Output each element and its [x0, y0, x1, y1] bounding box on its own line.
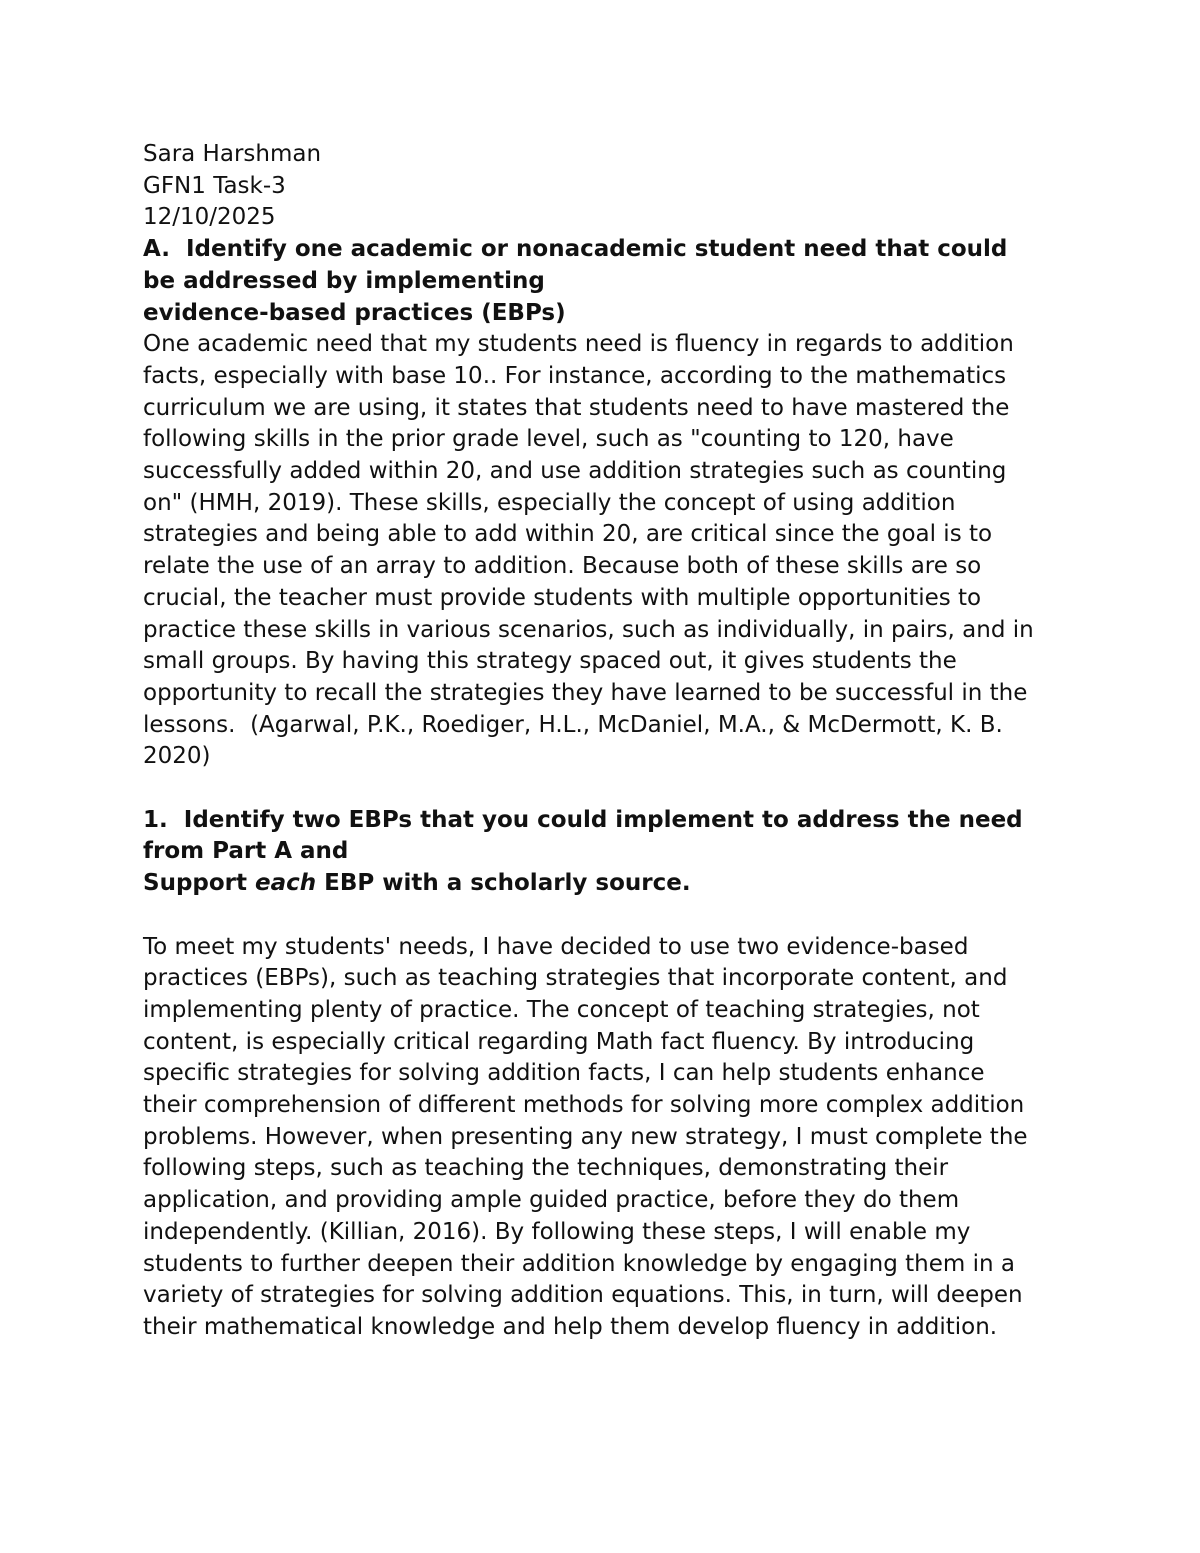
heading-line-with-emphasis	[143, 868, 1073, 900]
section-1-paragraph	[143, 932, 1073, 1344]
paragraph-line: relate the use of an array to addition. Because both of these skills are so	[143, 553, 982, 580]
heading-text-before: Support	[143, 870, 256, 897]
paragraph-line: problems. However, when presenting any new strategy, I must complete the	[143, 1123, 1028, 1150]
paragraph-line: practices (EBPs), such as teaching strategies that incorporate content, and	[143, 965, 1008, 992]
paragraph-line: curriculum we are using, it states that students need to have mastered the	[143, 394, 1010, 421]
course-task: GFN1 Task-3	[143, 172, 286, 199]
section-a-paragraph	[143, 329, 1073, 773]
author-name: Sara Harshman	[143, 141, 322, 167]
paragraph-line: small groups. By having this strategy spaced out, it gives students the	[143, 648, 957, 675]
heading-line: be addressed by implementing	[143, 267, 545, 294]
blank-line	[143, 900, 1073, 932]
paragraph-line: their mathematical knowledge and help them develop fluency in addition.	[143, 1313, 998, 1340]
paragraph-line: facts, especially with base 10.. For instance, according to the mathematics	[143, 362, 1007, 389]
document-body	[143, 139, 1073, 1344]
blank-line	[143, 773, 1073, 805]
paragraph-line: following skills in the prior grade level, such as "counting to 120, have	[143, 426, 954, 453]
document-header	[143, 139, 1073, 234]
document-date: 12/10/2025	[143, 204, 276, 231]
paragraph-line: application, and providing ample guided practice, before they do them	[143, 1187, 960, 1214]
paragraph-line: independently. (Killian, 2016). By following these steps, I will enable my	[143, 1218, 971, 1245]
heading-line: A. Identify one academic or nonacademic student need that could	[143, 236, 1008, 263]
paragraph-line: students to further deepen their addition knowledge by engaging them in a	[143, 1250, 1015, 1277]
paragraph-line: on" (HMH, 2019). These skills, especially the concept of using addition	[143, 489, 956, 516]
section-1-heading	[143, 805, 1073, 900]
heading-line: 1. Identify two EBPs that you could implement to address the need	[143, 806, 1023, 833]
paragraph-line: implementing plenty of practice. The concept of teaching strategies, not	[143, 996, 980, 1023]
paragraph-line: One academic need that my students need is fluency in regards to addition	[143, 331, 1014, 358]
paragraph-line: specific strategies for solving addition facts, I can help students enhance	[143, 1060, 985, 1087]
heading-line: from Part A and	[143, 838, 349, 865]
paragraph-line: opportunity to recall the strategies they have learned to be successful in the	[143, 679, 1028, 706]
paragraph-line: To meet my students' needs, I have decided to use two evidence-based	[143, 933, 969, 960]
paragraph-line: strategies and being able to add within 20, are critical since the goal is to	[143, 521, 993, 548]
paragraph-line: 2020)	[143, 743, 211, 770]
paragraph-line: successfully added within 20, and use addition strategies such as counting	[143, 458, 1007, 485]
paragraph-line: variety of strategies for solving addition equations. This, in turn, will deepen	[143, 1282, 1023, 1309]
paragraph-line: their comprehension of different methods for solving more complex addition	[143, 1092, 1025, 1119]
heading-line: evidence-based practices (EBPs)	[143, 299, 566, 326]
paragraph-line: crucial, the teacher must provide students with multiple opportunities to	[143, 584, 982, 611]
heading-text-after: EBP with a scholarly source.	[316, 870, 691, 897]
heading-emphasis: each	[255, 870, 317, 897]
paragraph-line: practice these skills in various scenarios, such as individually, in pairs, and in	[143, 616, 1034, 643]
paragraph-line: following steps, such as teaching the techniques, demonstrating their	[143, 1155, 949, 1182]
paragraph-line: content, is especially critical regarding Math fact fluency. By introducing	[143, 1028, 975, 1055]
section-a-heading	[143, 234, 1073, 329]
paragraph-line: lessons. (Agarwal, P.K., Roediger, H.L., McDaniel, M.A., & McDermott, K. B.	[143, 711, 1003, 738]
